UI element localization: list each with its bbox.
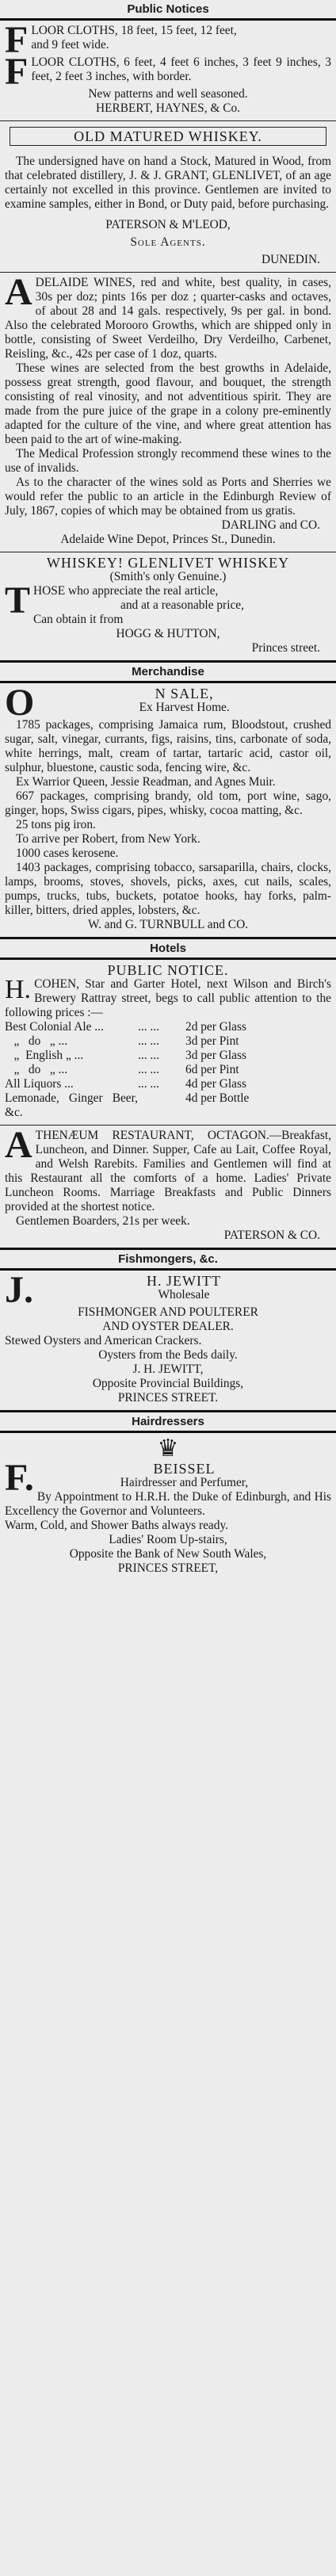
ad-signature: PATERSON & M'LEOD, — [105, 218, 231, 231]
ad-body: Gentlemen Boarders, 21s per week. — [16, 1214, 190, 1228]
price-amount: 3d per Pint — [185, 1034, 239, 1048]
ad-title: OLD MATURED WHISKEY. — [10, 127, 326, 146]
ad-body: Warm, Cold, and Shower Baths always ready. — [5, 1519, 228, 1532]
price-row — [5, 1034, 331, 1049]
ad-line: and 9 feet wide. — [31, 38, 109, 52]
ad-body: To arrive per Robert, from New York. — [16, 832, 200, 846]
price-amount: 4d per Glass — [185, 1077, 246, 1091]
ad-line: Ladies' Room Up-stairs, — [109, 1533, 227, 1546]
price-label: Lemonade, Ginger Beer, &c. — [5, 1091, 138, 1119]
price-amount: 3d per Glass — [185, 1049, 246, 1062]
ad-signature: J. H. JEWITT, — [132, 1363, 204, 1376]
price-label: „ do „ ... — [5, 1034, 68, 1048]
ad-line: LOOR CLOTHS, 6 feet, 4 feet 6 inches, 3 feet 9 inches, 3 feet, 2 feet 3 inches, with border. — [31, 55, 331, 83]
section-heading-hotels: Hotels — [150, 942, 186, 955]
drop-cap: F — [5, 19, 29, 61]
ad-body: THENÆUM RESTAURANT, OCTAGON.—Breakfast, Luncheon, and Dinner. Supper, Cafe au Lait, Coffee Royal, and Welsh Rarebits. Families and Gentlemen will find at this Restaurant all the comforts of a home. Ladies' Private Luncheon Rooms. Marriage Breakfasts and Public Dinners provided at the shortest notice. — [5, 1129, 331, 1213]
ad-body: 25 tons pig iron. — [16, 818, 96, 831]
ad-body: The undersigned have on hand a Stock, Matured in Wood, from that celebrated distillery, J. & J. GRANT, GLENLIVET, of an age certainly not excelled in this province. Gentlemen are invited to examine samples, either in Bond, or Duty paid, before purchasing. — [5, 155, 331, 211]
ad-line: Wholesale — [158, 1288, 210, 1301]
ad-line: HOSE who appreciate the real article, — [33, 584, 219, 598]
ad-line: Oysters from the Beds daily. — [98, 1348, 238, 1362]
ad-signature: DARLING and CO. — [221, 518, 320, 532]
section-heading-hairdressers: Hairdressers — [132, 1415, 204, 1428]
royal-crest-icon: ♛ — [157, 1435, 179, 1462]
ad-body: As to the character of the wines sold as Ports and Sherries we would refer the public to an article in the Edinburgh Review of July, 1867, copies of which may be obtained from us gratis. — [5, 476, 331, 518]
ad-subtitle: (Smith's only Genuine.) — [109, 570, 227, 583]
drop-cap: F. — [5, 1457, 34, 1499]
ad-signature: HOGG & HUTTON, — [116, 627, 220, 640]
ad-line: New patterns and well seasoned. — [88, 87, 248, 101]
ad-line: LOOR CLOTHS, 18 feet, 15 feet, 12 feet, — [31, 24, 237, 37]
ad-signature: PATERSON & CO. — [223, 1229, 320, 1242]
price-amount: 2d per Glass — [185, 1020, 246, 1034]
drop-cap: J. — [5, 1269, 33, 1311]
ad-line: PRINCES STREET, — [117, 1561, 219, 1575]
price-label: All Liquors ... — [5, 1077, 74, 1091]
price-row — [5, 1020, 331, 1034]
ad-title: BEISSEL — [153, 1461, 216, 1477]
section-heading-merchandise: Merchandise — [132, 665, 204, 678]
price-amount: 6d per Pint — [185, 1063, 239, 1076]
ad-line: and at a reasonable price, — [120, 598, 244, 612]
ad-place: Princes street. — [251, 641, 320, 655]
ad-line: Can obtain it from — [33, 613, 124, 626]
ad-jewitt-fishmonger — [0, 1271, 336, 1410]
ad-floor-cloths — [0, 21, 336, 120]
ad-line: Ex Harvest Home. — [139, 701, 230, 714]
ad-on-sale — [0, 683, 336, 937]
ad-public-notice-cohen — [0, 960, 336, 1125]
price-label: Best Colonial Ale ... — [5, 1020, 104, 1034]
drop-cap: O — [5, 682, 35, 724]
ad-title: H. JEWITT — [147, 1273, 221, 1289]
ad-title: N SALE, — [155, 686, 214, 701]
ad-line: Hairdresser and Perfumer, — [120, 1476, 249, 1489]
drop-cap: T — [5, 579, 31, 621]
price-dots: ... ... — [138, 1077, 159, 1091]
ad-glenlivet-whiskey — [0, 552, 336, 660]
ad-body: Ex Warrior Queen, Jessie Readman, and Agnes Muir. — [16, 775, 276, 789]
price-label: „ English „ ... — [5, 1049, 84, 1062]
ad-old-matured-whiskey — [0, 121, 336, 272]
drop-cap: H. — [5, 975, 32, 1004]
ad-body: DELAIDE WINES, red and white, best quality, in cases, 30s per doz; pints 16s per doz ; quarter-casks and octaves, of about 28 and 14 gals. respectively, 9s per gal. in bond. Also the celebrated Morooro Growths, which are shipped only in bottle, consisting of Sweet Verdeilho, Dry Verdeilho, Carbenet, Reisling, &c., 42s per case of 1 doz, quarts. — [5, 276, 331, 361]
price-row — [5, 1049, 331, 1063]
section-heading-public-notices: Public Notices — [127, 2, 209, 16]
ad-body: These wines are selected from the best growths in Adelaide, possess great strength, good flavour, and bouquet, the strength consisting of real vinosity, and not adventitious spirit. They are made from the pure juice of the grape in a colony pre-eminently adapted for the culture of the vine, and where great attention has been paid to the art of wine-making. — [5, 361, 331, 446]
price-dots: ... ... — [138, 1049, 159, 1062]
price-label: „ do „ ... — [5, 1063, 68, 1076]
price-amount: 4d per Bottle — [185, 1091, 250, 1105]
ad-beissel-hairdresser — [0, 1433, 336, 1580]
ad-agents: Sole Agents. — [130, 235, 206, 249]
ad-place: DUNEDIN. — [262, 253, 320, 266]
price-dots — [138, 1091, 185, 1120]
price-dots: ... ... — [138, 1063, 159, 1076]
ad-signature: W. and G. TURNBULL and CO. — [87, 918, 249, 931]
price-row — [5, 1077, 331, 1091]
ad-address: Adelaide Wine Depot, Princes St., Dunedin. — [60, 533, 276, 546]
drop-cap: A — [5, 271, 32, 313]
ad-body: 1000 cases kerosene. — [16, 847, 119, 860]
price-row — [5, 1091, 331, 1120]
ad-title: PUBLIC NOTICE. — [107, 962, 229, 978]
ad-line: FISHMONGER AND POULTERER — [78, 1305, 258, 1319]
price-list — [5, 1020, 331, 1120]
section-heading-fishmongers: Fishmongers, &c. — [118, 1252, 218, 1266]
ad-body: COHEN, Star and Garter Hotel, next Wilson and Birch's Brewery Rattray street, begs to call public attention to the following prices :— — [5, 977, 331, 1019]
ad-line: Stewed Oysters and American Crackers. — [5, 1334, 202, 1347]
ad-adelaide-wines — [0, 273, 336, 552]
price-dots: ... ... — [138, 1020, 159, 1034]
ad-body: The Medical Profession strongly recommend these wines to the use of invalids. — [5, 447, 331, 475]
ad-line: Opposite Provincial Buildings, — [92, 1377, 244, 1390]
ad-line: PRINCES STREET. — [117, 1391, 219, 1405]
price-row — [5, 1063, 331, 1077]
ad-body: 667 packages, comprising brandy, old tom, port wine, sago, ginger, hops, Swiss cigars, pipes, whisky, cocoa matting, &c. — [5, 789, 331, 817]
ad-athenaeum-restaurant — [0, 1126, 336, 1248]
ad-line: Opposite the Bank of New South Wales, — [69, 1547, 267, 1561]
price-dots: ... ... — [138, 1034, 159, 1048]
ad-signature: HERBERT, HAYNES, & Co. — [95, 101, 241, 115]
ad-title: WHISKEY! GLENLIVET WHISKEY — [46, 555, 290, 571]
drop-cap: F — [5, 51, 29, 93]
ad-body: 1785 packages, comprising Jamaica rum, Bloodstout, crushed sugar, salt, vinegar, currants, figs, raisins, tins, carbonate of soda, white herrings, malt, cream of tartar, tartaric acid, castor oil, sulphur, bluestone, caustic soda, fencing wire, &c. — [5, 718, 331, 774]
ad-line: AND OYSTER DEALER. — [102, 1320, 234, 1333]
ad-body: 1403 packages, comprising tobacco, sarsaparilla, chairs, clocks, lamps, brooms, stoves, shovels, picks, axes, cut nails, scales, pumps, trucks, tubs, buckets, potatoe hooks, hay forks, palm-killer, bitters, dried apples, lobsters, &c. — [5, 861, 331, 917]
drop-cap: A — [5, 1124, 32, 1166]
ad-body: By Appointment to H.R.H. the Duke of Edinburgh, and His Excellency the Governor and Volunteers. — [5, 1490, 331, 1518]
